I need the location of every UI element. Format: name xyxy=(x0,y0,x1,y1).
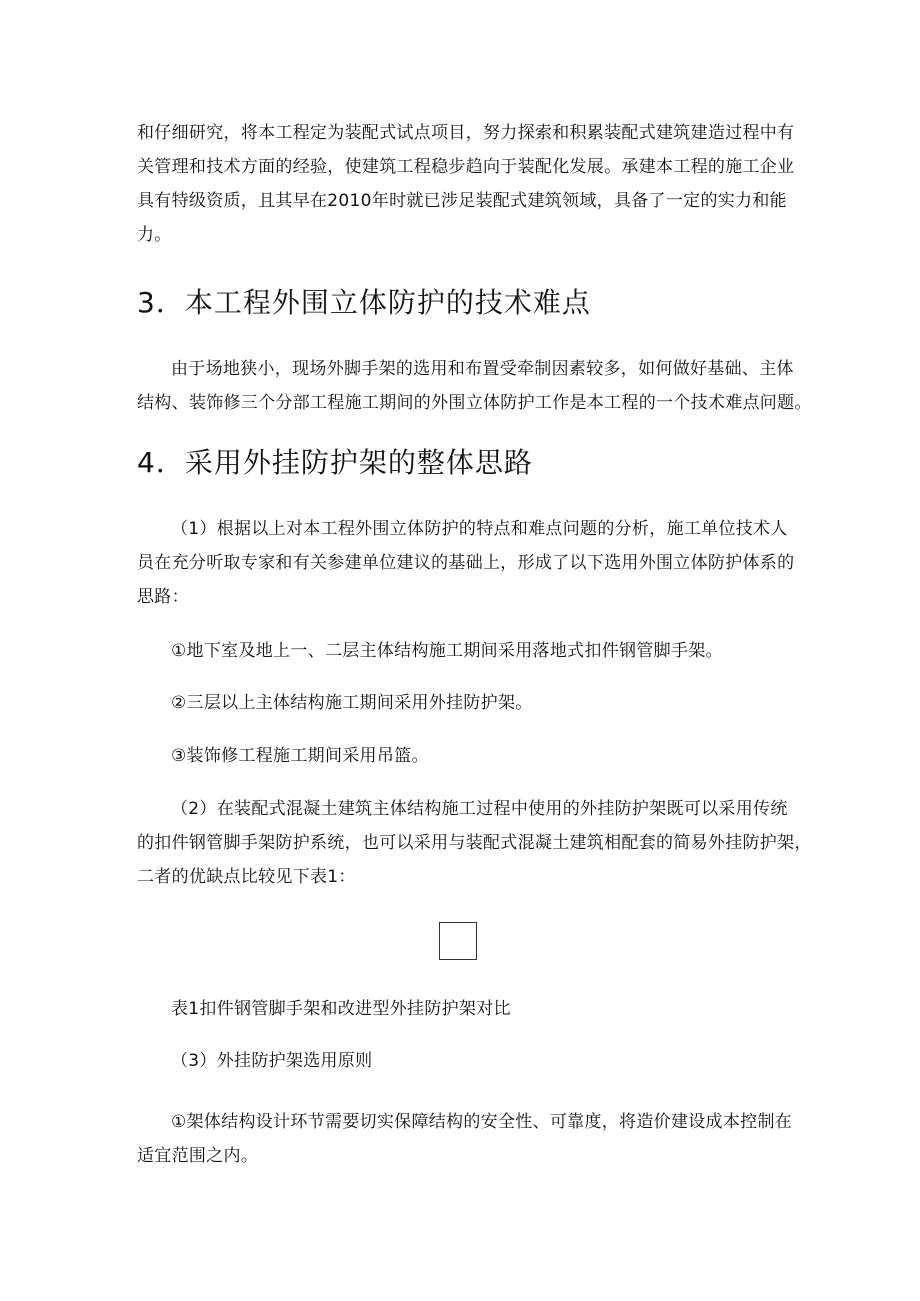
text-line: 关管理和技术方面的经验，使建筑工程稳步趋向于装配化发展。承建本工程的施工企业 xyxy=(137,157,795,177)
text-line: 力。 xyxy=(137,225,172,245)
text-line: 结构、装饰修三个分部工程施工期间的外围立体防护工作是本工程的一个技术难点问题。 xyxy=(137,393,812,413)
list-item: ③装饰修工程施工期间采用吊篮。 xyxy=(171,746,429,766)
section-4-2-paragraph xyxy=(137,792,812,894)
text-line: 由于场地狭小，现场外脚手架的选用和布置受牵制因素较多，如何做好基础、主体 xyxy=(171,359,794,379)
text-line: 具有特级资质，且其早在2010年时就已涉足装配式建筑领域，具备了一定的实力和能 xyxy=(137,191,787,211)
table-caption: 表1扣件钢管脚手架和改进型外挂防护架对比 xyxy=(171,999,511,1019)
text-line: 二者的优缺点比较见下表1： xyxy=(137,867,356,887)
text-line: 适宜范围之内。 xyxy=(137,1146,259,1166)
list-item: ①地下室及地上一、二层主体结构施工期间采用落地式扣件钢管脚手架。 xyxy=(171,641,723,661)
text-line: 员在充分听取专家和有关参建单位建议的基础上，形成了以下选用外围立体防护体系的 xyxy=(137,553,795,573)
text-line: 思路： xyxy=(137,587,189,607)
section-4-heading: 4．采用外挂防护架的整体思路 xyxy=(137,446,533,479)
section-3-paragraph xyxy=(137,352,812,420)
text-line: （2）在装配式混凝土建筑主体结构施工过程中使用的外挂防护架既可以采用传统 xyxy=(171,799,788,819)
list-item: ②三层以上主体结构施工期间采用外挂防护架。 xyxy=(171,693,533,713)
section-4-1-paragraph xyxy=(137,512,795,614)
text-line: ①架体结构设计环节需要切实保障结构的安全性、可靠度，将造价建设成本控制在 xyxy=(171,1112,793,1132)
section-4-3-heading: （3）外挂防护架选用原则 xyxy=(171,1051,373,1071)
section-3-heading: 3．本工程外围立体防护的技术难点 xyxy=(137,286,591,319)
table-image-placeholder xyxy=(439,922,477,960)
text-line: （1）根据以上对本工程外围立体防护的特点和难点问题的分析，施工单位技术人 xyxy=(171,519,788,539)
intro-paragraph xyxy=(137,116,795,252)
text-line: 的扣件钢管脚手架防护系统，也可以采用与装配式混凝土建筑相配套的简易外挂防护架， xyxy=(137,833,812,853)
text-line: 和仔细研究，将本工程定为装配式试点项目，努力探索和积累装配式建筑建造过程中有 xyxy=(137,123,795,143)
section-4-3-1-paragraph xyxy=(137,1105,793,1173)
